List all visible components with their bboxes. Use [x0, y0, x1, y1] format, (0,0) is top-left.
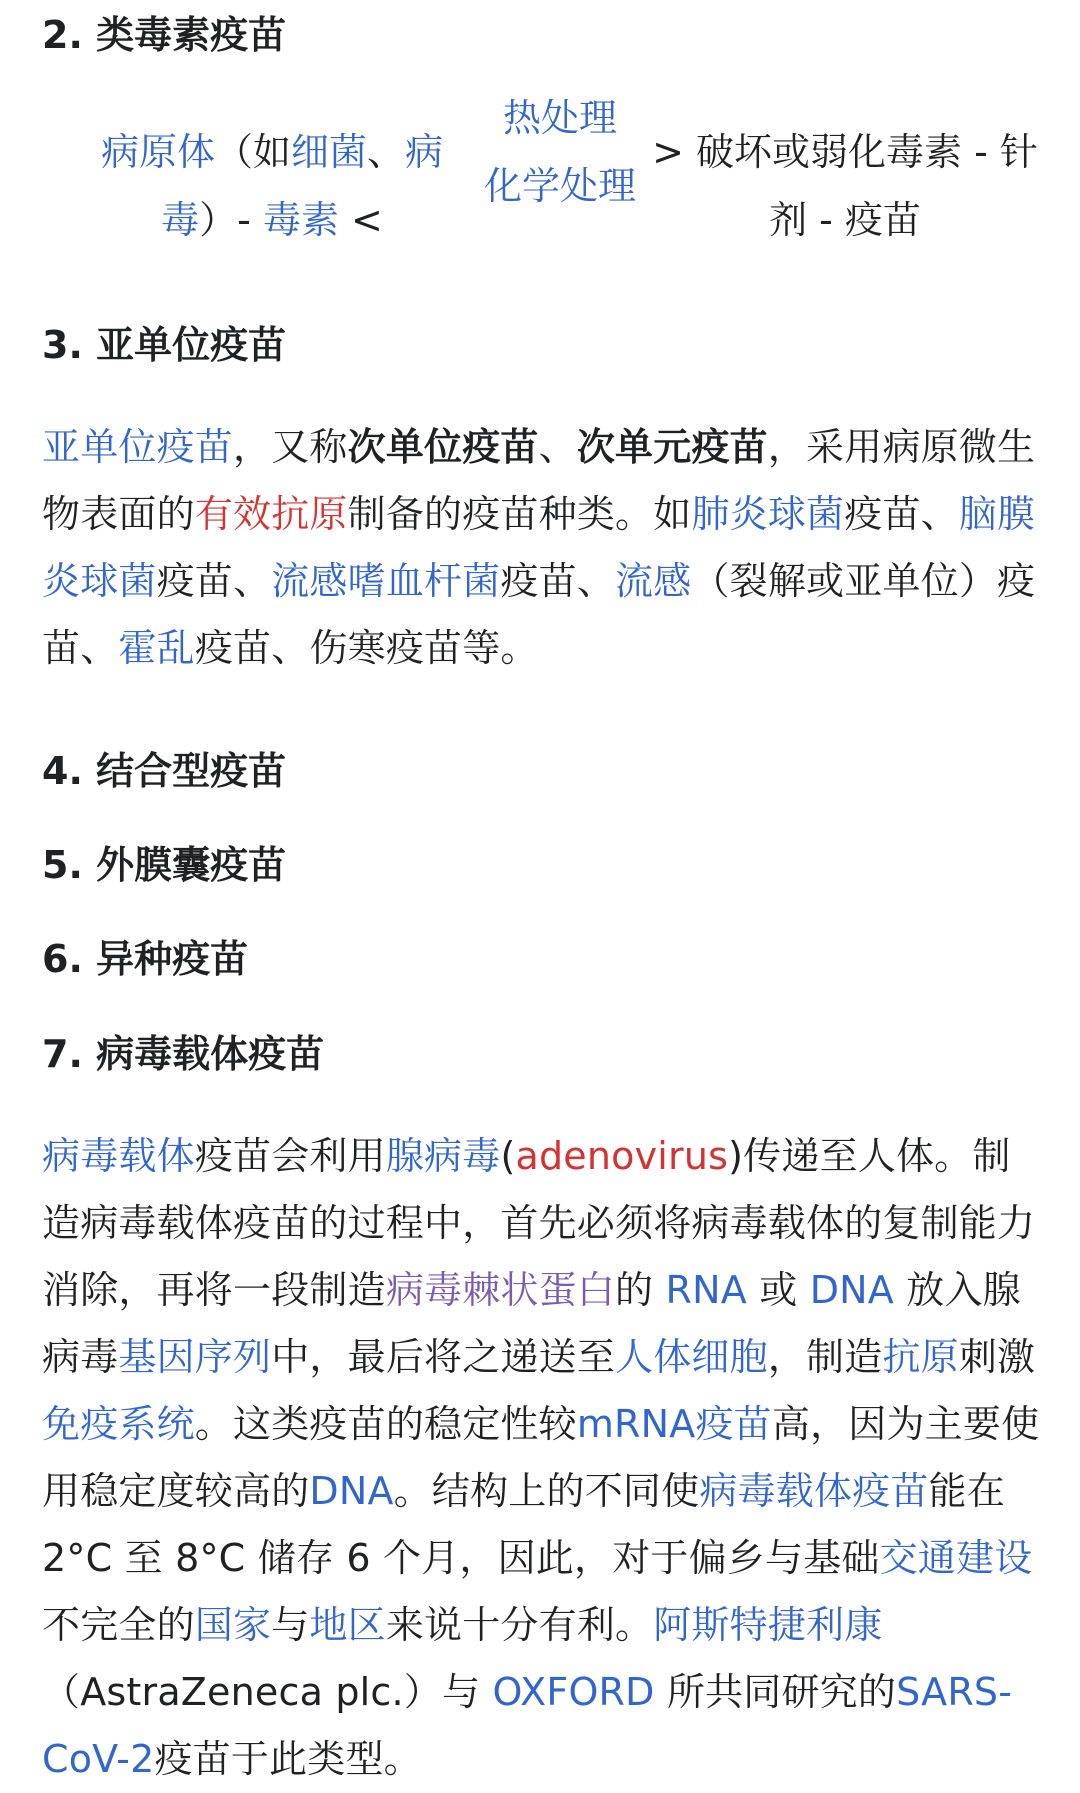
link-toxin[interactable]: 毒素	[262, 198, 339, 242]
redlink-adenovirus-en[interactable]: adenovirus	[515, 1134, 729, 1178]
text-segment: （AstraZeneca plc.）与	[42, 1670, 493, 1714]
link-viral-vector-vaccine[interactable]: 病毒载体疫苗	[699, 1469, 929, 1513]
heading-omv-vaccine: 5. 外膜囊疫苗	[42, 843, 287, 887]
text-segment: 高，因为主要使用稳定度较高的	[42, 1402, 1040, 1513]
heading-conjugate-vaccine: 4. 结合型疫苗	[42, 749, 287, 793]
text-segment: 所共同研究的	[654, 1670, 897, 1714]
text-segment: 制备的疫苗种类。如	[347, 492, 692, 536]
link-pathogen[interactable]: 病原体	[100, 130, 215, 174]
text-segment: ，又称	[233, 425, 348, 469]
link-sars-cov-2[interactable]: SARS-CoV-2	[42, 1670, 1013, 1781]
flow-chart-result: > 破坏或弱化毒素 - 针剂 - 疫苗	[652, 130, 1038, 242]
link-antigen[interactable]: 抗原	[882, 1335, 959, 1379]
text-segment: 与	[271, 1603, 310, 1647]
text-segment: 刺激	[958, 1335, 1036, 1379]
text-segment: ，制造	[767, 1335, 883, 1379]
text-segment: 、	[538, 425, 577, 469]
heading-viral-vector-vaccine: 7. 病毒载体疫苗	[42, 1032, 325, 1076]
link-heat-treatment[interactable]: 热处理	[502, 96, 617, 140]
link-adenovirus[interactable]: 腺病毒	[385, 1134, 501, 1178]
toxoid-flow-chart	[0, 88, 1080, 288]
text-segment: 。这类疫苗的稳定性较	[194, 1402, 577, 1446]
bold-term-subunit-alt: 次单元疫苗	[576, 425, 768, 469]
text-segment: 或	[746, 1268, 810, 1312]
text-segment: 疫苗、	[156, 559, 272, 603]
link-meningococcus[interactable]: 脑膜炎球菌	[42, 492, 1036, 603]
link-region[interactable]: 地区	[309, 1603, 386, 1647]
text-less-than: <	[338, 198, 383, 242]
link-gene-sequence[interactable]: 基因序列	[118, 1335, 272, 1379]
text-segment: 疫苗、伤寒疫苗等。	[194, 626, 539, 670]
link-bacteria[interactable]: 细菌	[290, 130, 367, 174]
text-segment: 来说十分有利。	[385, 1603, 654, 1647]
text-segment: 中，最后将之递送至	[271, 1335, 616, 1379]
link-astrazeneca[interactable]: 阿斯特捷利康	[653, 1603, 883, 1647]
link-chemical-treatment[interactable]: 化学处理	[483, 164, 636, 208]
link-country[interactable]: 国家	[194, 1603, 272, 1647]
text-segment: 疫苗于此类型。	[154, 1737, 422, 1781]
link-mrna-vaccine[interactable]: mRNA疫苗	[576, 1402, 772, 1446]
link-haemophilus-influenzae[interactable]: 流感嗜血杆菌	[271, 559, 501, 603]
link-oxford[interactable]: OXFORD	[492, 1670, 655, 1714]
link-pneumococcus[interactable]: 肺炎球菌	[691, 492, 845, 536]
text-segment: )传递至人体。制造病毒载体疫苗的过程中，首先必须将病毒载体的复制能力消除，再将一段制造	[42, 1134, 1036, 1312]
text-paren-open: （如	[214, 130, 291, 174]
link-virus[interactable]: 病毒	[161, 130, 444, 242]
text-segment: 不完全的	[42, 1603, 195, 1647]
heading-toxoid-vaccine: 2. 类毒素疫苗	[42, 13, 287, 57]
bold-term-subunit: 次单位疫苗	[347, 425, 539, 469]
text-segment: 疫苗会利用	[194, 1134, 386, 1178]
text-segment: （裂解或亚单位）疫苗、	[42, 559, 1036, 670]
heading-subunit-vaccine: 3. 亚单位疫苗	[42, 323, 287, 367]
text-segment: 放入腺病毒	[42, 1268, 1021, 1379]
link-cholera[interactable]: 霍乱	[118, 626, 195, 670]
flow-chart-source	[72, 118, 472, 254]
link-influenza[interactable]: 流感	[615, 559, 692, 603]
redlink-effective-antigen[interactable]: 有效抗原	[194, 492, 348, 536]
link-subunit-vaccine[interactable]: 亚单位疫苗	[42, 425, 234, 469]
text-segment: 疫苗、	[500, 559, 616, 603]
link-dna-stable[interactable]: DNA	[309, 1469, 394, 1513]
text-segment: 。结构上的不同使	[393, 1469, 700, 1513]
text-paren-close: ）-	[199, 198, 263, 242]
link-spike-protein[interactable]: 病毒棘状蛋白	[385, 1268, 616, 1312]
heading-heterologous-vaccine: 6. 异种疫苗	[42, 937, 249, 981]
paragraph-subunit-vaccine	[42, 414, 1042, 682]
link-human-cell[interactable]: 人体细胞	[615, 1335, 768, 1379]
text-separator: 、	[367, 130, 406, 174]
text-segment: 疫苗、	[844, 492, 959, 536]
paragraph-viral-vector-vaccine	[42, 1123, 1042, 1793]
link-rna[interactable]: RNA	[665, 1268, 747, 1312]
link-immune-system[interactable]: 免疫系统	[42, 1402, 195, 1446]
flow-chart-treatment	[480, 84, 640, 220]
link-transport-infrastructure[interactable]: 交通建设	[879, 1536, 1033, 1580]
link-viral-vector[interactable]: 病毒载体	[42, 1134, 195, 1178]
text-segment: 的	[615, 1268, 666, 1312]
text-segment: (	[500, 1134, 516, 1178]
link-dna[interactable]: DNA	[809, 1268, 894, 1312]
text-segment: ，采用病原微生物表面的	[42, 425, 1036, 536]
text-segment: 能在 2°C 至 8°C 储存 6 个月，因此，对于偏乡与基础	[42, 1469, 1005, 1580]
